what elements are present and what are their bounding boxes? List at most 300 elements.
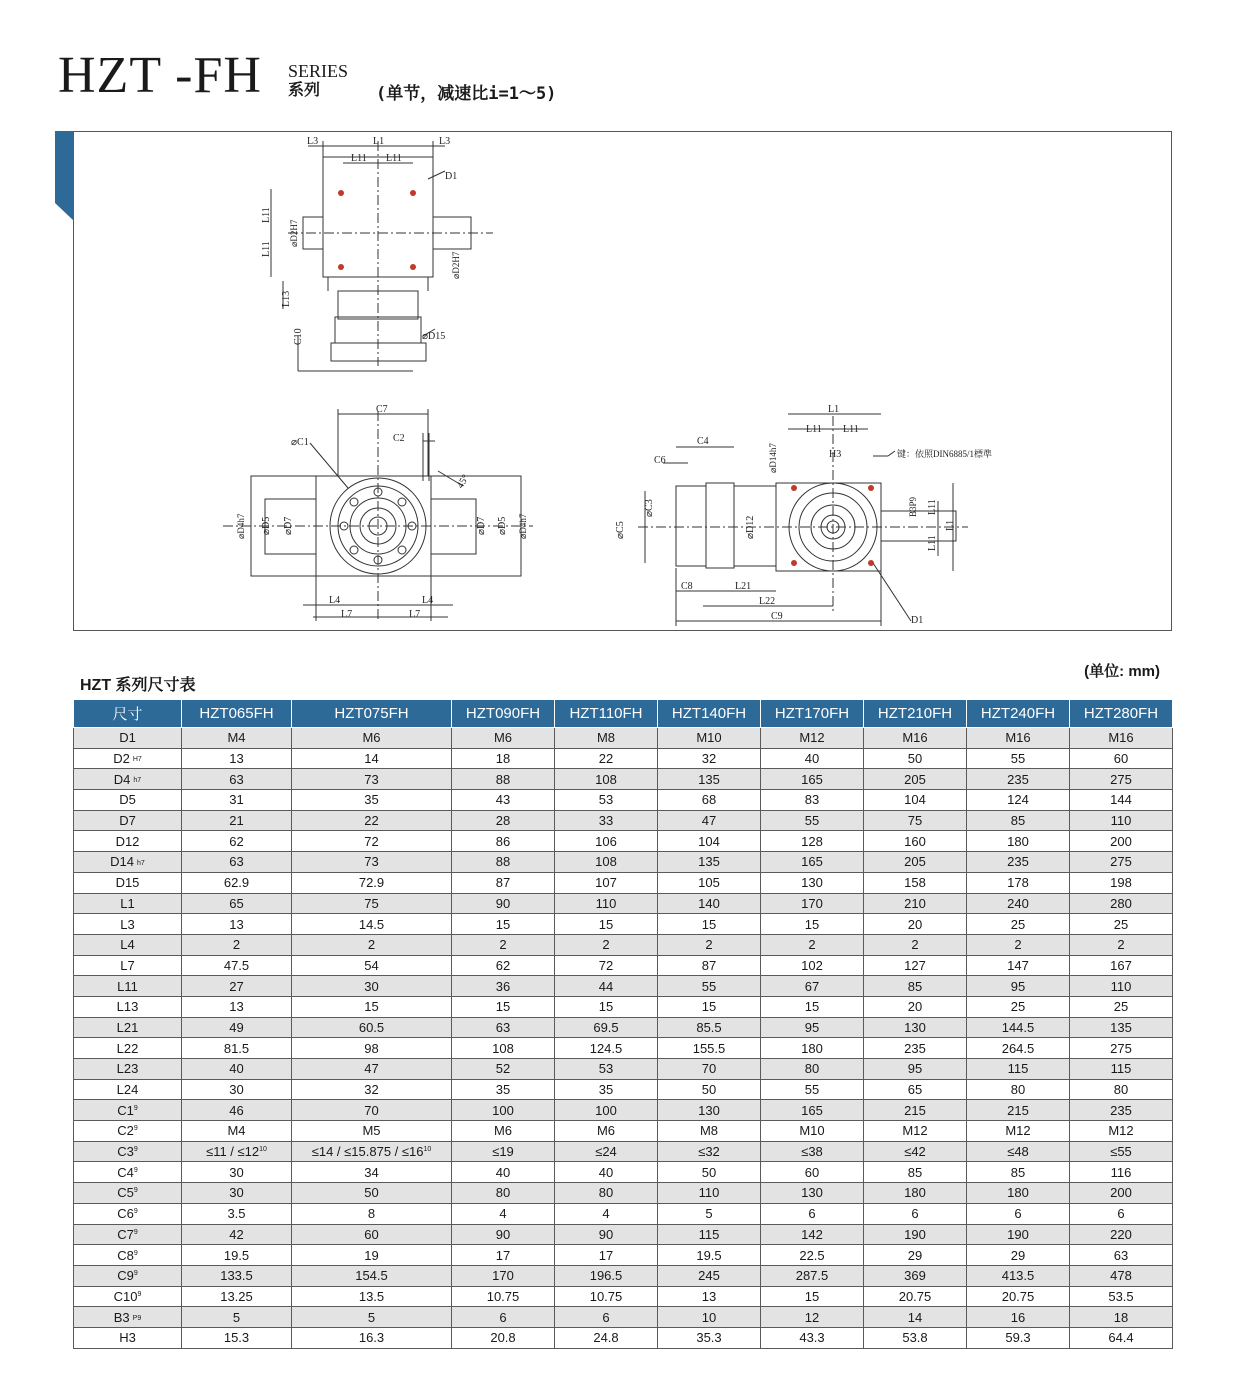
cell-value: 70	[701, 1061, 717, 1077]
row-label-cell	[74, 1203, 182, 1224]
table-cell	[1070, 872, 1173, 893]
table-cell	[452, 872, 555, 893]
cell-value: 264.5	[1001, 1040, 1035, 1056]
table-cell	[761, 1245, 864, 1266]
table-cell	[452, 810, 555, 831]
table-cell	[761, 955, 864, 976]
cell-value: 35	[364, 792, 379, 808]
table-cell	[864, 831, 967, 852]
dim-label: D1	[445, 171, 458, 182]
cell-value: 2	[1117, 937, 1125, 953]
table-cell	[658, 831, 761, 852]
cell-value: 178	[1007, 875, 1029, 891]
table-row	[74, 934, 1173, 955]
cell-value: 50	[907, 751, 923, 767]
table-row	[74, 872, 1173, 893]
cell-value: 6	[499, 1309, 507, 1325]
table-cell	[658, 1203, 761, 1224]
table-cell	[658, 1245, 761, 1266]
table-cell	[555, 1162, 658, 1183]
column-header-model: HZT240FH	[967, 700, 1070, 728]
table-cell	[967, 1203, 1070, 1224]
cell-value: 33	[598, 813, 614, 829]
cell-value: 413.5	[1001, 1268, 1035, 1284]
table-cell	[967, 1017, 1070, 1038]
row-label-cell	[74, 996, 182, 1017]
cell-footnote: 10	[423, 1146, 432, 1154]
table-cell	[761, 1141, 864, 1162]
table-cell	[182, 1286, 292, 1307]
dim-label: L1	[373, 136, 385, 147]
cell-value: 59.3	[1005, 1330, 1031, 1346]
dim-label: ⌀D2H7	[289, 219, 299, 247]
table-cell	[1070, 976, 1173, 997]
cell-value: 30	[364, 978, 379, 994]
cell-value: 140	[698, 895, 720, 911]
cell-value: 20.75	[1001, 1288, 1035, 1304]
cell-value: 158	[904, 875, 926, 891]
dim-label: L11	[927, 499, 938, 515]
cell-value: 2	[232, 937, 241, 953]
table-cell	[658, 790, 761, 811]
table-cell	[182, 852, 292, 873]
table-cell	[967, 872, 1070, 893]
cell-value: 13	[229, 751, 244, 767]
cell-value: 63	[229, 771, 244, 787]
cell-value: 19.5	[696, 1247, 722, 1263]
table-cell	[761, 1265, 864, 1286]
cell-value: 124.5	[589, 1040, 623, 1056]
table-row	[74, 790, 1173, 811]
table-cell	[292, 1327, 452, 1348]
cell-value: ≤24	[595, 1144, 617, 1160]
column-header-model: HZT280FH	[1070, 700, 1173, 728]
table-row	[74, 914, 1173, 935]
dim-label: L11	[386, 153, 402, 164]
cell-value: 53	[598, 792, 614, 808]
cell-value: 24.8	[593, 1330, 619, 1346]
cell-value: 15	[495, 999, 511, 1015]
dim-label: ⌀D14h7	[768, 443, 778, 473]
row-label: D15	[115, 875, 140, 891]
table-cell	[1070, 1327, 1173, 1348]
table-cell	[658, 1141, 761, 1162]
table-cell	[761, 976, 864, 997]
cell-value: ≤14 / ≤15.875 / ≤16	[311, 1144, 424, 1160]
cell-value: 95	[804, 1019, 820, 1035]
table-cell	[761, 1162, 864, 1183]
cell-value: 55	[804, 1082, 820, 1098]
cell-value: 15	[598, 999, 614, 1015]
table-cell	[292, 1162, 452, 1183]
table-row	[74, 1203, 1173, 1224]
cell-value: 5	[705, 1206, 713, 1222]
table-cell	[292, 1121, 452, 1142]
cell-value: 86	[495, 833, 511, 849]
row-label-cell	[74, 976, 182, 997]
table-cell	[658, 1307, 761, 1328]
cell-value: 40	[804, 751, 820, 767]
table-cell	[182, 893, 292, 914]
cell-value: 235	[1007, 854, 1029, 870]
table-cell	[761, 872, 864, 893]
table-cell	[967, 976, 1070, 997]
cell-value: M10	[696, 730, 722, 746]
cell-value: 98	[364, 1040, 379, 1056]
dim-label: 键：依照DIN6885/1標準	[897, 449, 992, 459]
dim-label: L22	[759, 596, 776, 607]
table-cell	[864, 790, 967, 811]
cell-value: 88	[495, 771, 511, 787]
cell-value: M8	[699, 1123, 719, 1139]
table-cell	[761, 728, 864, 749]
table-cell	[292, 810, 452, 831]
row-label: L4	[120, 937, 135, 953]
table-cell	[555, 1265, 658, 1286]
cell-value: 62	[495, 957, 511, 973]
cell-value: 50	[701, 1164, 717, 1180]
table-row	[74, 1265, 1173, 1286]
cell-value: 275	[1110, 854, 1132, 870]
table-cell	[658, 893, 761, 914]
cell-value: 6	[808, 1206, 816, 1222]
cell-value: 133.5	[220, 1268, 253, 1284]
table-cell	[761, 810, 864, 831]
cell-value: 130	[801, 1185, 823, 1201]
cell-value: 13.5	[358, 1288, 385, 1304]
row-label: L13	[116, 999, 139, 1015]
row-label-cell	[74, 955, 182, 976]
table-cell	[967, 1327, 1070, 1348]
cell-value: 95	[907, 1061, 923, 1077]
table-cell	[658, 1038, 761, 1059]
cell-value: 47	[364, 1061, 379, 1077]
table-cell	[967, 914, 1070, 935]
table-cell	[864, 1183, 967, 1204]
table-cell	[658, 996, 761, 1017]
table-cell	[864, 1059, 967, 1080]
row-label: C3	[117, 1144, 134, 1160]
table-cell	[182, 1141, 292, 1162]
cell-value: 135	[1110, 1019, 1132, 1035]
row-label: D2	[113, 751, 130, 767]
row-label: D4	[113, 771, 131, 787]
cell-value: 40	[229, 1061, 244, 1077]
cell-value: 73	[364, 854, 379, 870]
cell-value: 25	[1010, 999, 1026, 1015]
table-row	[74, 831, 1173, 852]
table-row	[74, 852, 1173, 873]
cell-value: 43	[495, 792, 511, 808]
table-cell	[864, 852, 967, 873]
table-row	[74, 1286, 1173, 1307]
cell-value: 200	[1110, 1185, 1132, 1201]
cell-value: 116	[1110, 1164, 1132, 1180]
table-row	[74, 1162, 1173, 1183]
cell-value: M16	[1005, 730, 1031, 746]
unit-note: (单位: mm)	[1084, 663, 1160, 680]
table-cell	[292, 1265, 452, 1286]
cell-value: 130	[698, 1102, 720, 1118]
table-row	[74, 1224, 1173, 1245]
cell-value: 63	[229, 854, 244, 870]
table-cell	[658, 1100, 761, 1121]
cell-value: 19.5	[223, 1247, 250, 1263]
row-label: D5	[119, 792, 136, 808]
cell-value: 2	[367, 937, 376, 953]
table-cell	[292, 852, 452, 873]
cell-value: 205	[904, 771, 926, 787]
cell-value: 6	[1014, 1206, 1022, 1222]
row-label-footnote: 9	[133, 1104, 138, 1112]
cell-value: 170	[801, 895, 823, 911]
table-cell	[967, 1079, 1070, 1100]
table-row	[74, 976, 1173, 997]
table-cell	[452, 1265, 555, 1286]
cell-value: 72.9	[358, 875, 385, 891]
table-cell	[292, 976, 452, 997]
cell-value: 198	[1110, 875, 1132, 891]
cell-value: ≤11 / ≤12	[206, 1144, 260, 1160]
table-title: HZT 系列尺寸表	[80, 677, 196, 694]
cell-value: M16	[1108, 730, 1134, 746]
table-cell	[182, 810, 292, 831]
cell-value: 54	[364, 957, 379, 973]
row-label: B3	[113, 1309, 130, 1325]
table-cell	[658, 1017, 761, 1038]
table-cell	[555, 1121, 658, 1142]
column-header-model: HZT090FH	[452, 700, 555, 728]
dim-label: L21	[735, 581, 752, 592]
table-cell	[1070, 831, 1173, 852]
table-cell	[182, 1079, 292, 1100]
table-cell	[864, 976, 967, 997]
dim-label: ⌀D5	[261, 516, 272, 535]
cell-value: 14.5	[358, 916, 385, 932]
table-cell	[555, 976, 658, 997]
table-cell	[555, 728, 658, 749]
cell-value: 190	[904, 1226, 926, 1242]
table-cell	[182, 955, 292, 976]
table-cell	[967, 1245, 1070, 1266]
cell-value: 15	[598, 916, 614, 932]
row-label: C6	[117, 1206, 134, 1222]
cell-value: 6	[911, 1206, 919, 1222]
cell-value: M4	[227, 730, 246, 746]
cell-value: 165	[801, 771, 823, 787]
row-label: L11	[117, 978, 138, 994]
table-cell	[452, 769, 555, 790]
row-label-cell	[74, 1038, 182, 1059]
table-cell	[452, 1100, 555, 1121]
cell-value: 127	[904, 957, 926, 973]
cell-value: 2	[1014, 937, 1022, 953]
table-cell	[182, 1100, 292, 1121]
row-label-tolerance: H7	[132, 756, 142, 764]
row-label-cell	[74, 1017, 182, 1038]
table-cell	[452, 1245, 555, 1266]
column-header-model: HZT210FH	[864, 700, 967, 728]
cell-value: 235	[1007, 771, 1029, 787]
mounting-holes	[338, 190, 874, 566]
cell-value: M12	[1005, 1123, 1031, 1139]
table-cell	[1070, 1121, 1173, 1142]
cell-value: 29	[1010, 1247, 1026, 1263]
cell-value: 10.75	[589, 1288, 623, 1304]
table-cell	[761, 1100, 864, 1121]
cell-value: 102	[801, 957, 823, 973]
cell-value: 15	[364, 999, 379, 1015]
table-cell	[658, 1265, 761, 1286]
row-label-footnote: 9	[137, 1290, 142, 1298]
table-cell	[967, 769, 1070, 790]
dim-label: ⌀C5	[615, 521, 626, 539]
table-cell	[452, 748, 555, 769]
dim-label: ⌀D2H7	[451, 251, 461, 279]
cell-value: 13	[229, 999, 244, 1015]
cell-value: 55	[804, 813, 820, 829]
table-cell	[452, 955, 555, 976]
cell-value: 16	[1010, 1309, 1026, 1325]
table-row	[74, 955, 1173, 976]
cell-value: 8	[367, 1206, 376, 1222]
table-cell	[452, 1121, 555, 1142]
cell-value: 72	[598, 957, 614, 973]
table-cell	[864, 769, 967, 790]
table-cell	[761, 934, 864, 955]
table-cell	[658, 748, 761, 769]
table-cell	[658, 934, 761, 955]
table-cell	[1070, 1265, 1173, 1286]
table-cell	[761, 1327, 864, 1348]
cell-value: 15	[495, 916, 511, 932]
table-cell	[761, 790, 864, 811]
dim-label: ⌀C1	[291, 437, 309, 448]
row-label-cell	[74, 769, 182, 790]
cell-value: 80	[598, 1185, 614, 1201]
table-cell	[1070, 1224, 1173, 1245]
cell-value: 2	[499, 937, 507, 953]
cell-value: 88	[495, 854, 511, 870]
table-cell	[761, 996, 864, 1017]
table-cell	[452, 1183, 555, 1204]
table-cell	[761, 893, 864, 914]
table-cell	[967, 1100, 1070, 1121]
table-cell	[292, 831, 452, 852]
table-cell	[864, 1017, 967, 1038]
cell-value: 19	[364, 1247, 379, 1263]
cell-value: 106	[595, 833, 617, 849]
table-cell	[1070, 810, 1173, 831]
cell-value: 22	[364, 813, 379, 829]
table-cell	[1070, 790, 1173, 811]
row-label-cell	[74, 1286, 182, 1307]
table-cell	[292, 1183, 452, 1204]
cell-value: M6	[493, 1123, 513, 1139]
row-label: L3	[120, 916, 135, 932]
dim-label: C4	[697, 436, 709, 447]
table-header-row	[74, 700, 1173, 728]
row-label-cell	[74, 1245, 182, 1266]
table-cell	[967, 955, 1070, 976]
table-cell	[967, 1162, 1070, 1183]
cell-value: 21	[229, 813, 244, 829]
table-cell	[182, 1307, 292, 1328]
table-cell	[761, 1121, 864, 1142]
table-cell	[182, 1162, 292, 1183]
cell-value: 130	[904, 1019, 926, 1035]
cell-value: 47.5	[223, 957, 250, 973]
cell-value: 65	[229, 895, 244, 911]
table-cell	[967, 934, 1070, 955]
dim-label: L7	[409, 609, 421, 620]
row-label-cell	[74, 1224, 182, 1245]
cell-value: 68	[701, 792, 717, 808]
dim-label: L4	[329, 595, 341, 606]
cell-value: 53	[598, 1061, 614, 1077]
cell-value: 15.3	[223, 1330, 250, 1346]
cell-value: 15	[804, 916, 820, 932]
table-cell	[555, 955, 658, 976]
table-cell	[864, 1141, 967, 1162]
table-cell	[658, 769, 761, 790]
table-cell	[967, 728, 1070, 749]
row-label-footnote: 9	[133, 1125, 138, 1133]
cell-value: 215	[904, 1102, 926, 1118]
cell-value: 180	[904, 1185, 926, 1201]
row-label: L1	[120, 895, 135, 911]
cell-value: 135	[698, 854, 720, 870]
cell-value: 60	[804, 1164, 820, 1180]
cell-value: 62	[229, 833, 244, 849]
table-cell	[1070, 1100, 1173, 1121]
table-cell	[864, 748, 967, 769]
dim-label: L3	[439, 136, 451, 147]
cell-value: 15	[804, 1288, 820, 1304]
table-row	[74, 893, 1173, 914]
cell-value: 32	[364, 1082, 379, 1098]
cell-value: 15	[804, 999, 820, 1015]
table-cell	[658, 1286, 761, 1307]
table-cell	[555, 893, 658, 914]
series-label-cn: 系列	[288, 80, 321, 99]
dim-label: L11	[927, 535, 938, 551]
cell-value: 210	[904, 895, 926, 911]
cell-value: 75	[907, 813, 923, 829]
table-cell	[658, 1327, 761, 1348]
table-cell	[292, 1100, 452, 1121]
table-row	[74, 1141, 1173, 1162]
row-label: C7	[117, 1226, 134, 1242]
table-cell	[967, 1265, 1070, 1286]
cell-value: 147	[1007, 957, 1029, 973]
table-cell	[967, 1059, 1070, 1080]
cell-value: 14	[907, 1309, 923, 1325]
table-cell	[182, 1121, 292, 1142]
table-cell	[555, 934, 658, 955]
table-cell	[555, 996, 658, 1017]
table-cell	[967, 852, 1070, 873]
table-cell	[658, 1162, 761, 1183]
cell-value: ≤55	[1110, 1144, 1132, 1160]
table-cell	[182, 728, 292, 749]
table-cell	[182, 1038, 292, 1059]
table-cell	[555, 1245, 658, 1266]
row-label-footnote: 9	[133, 1166, 138, 1174]
cell-value: 2	[705, 937, 713, 953]
cell-value: 5	[232, 1309, 241, 1325]
row-label: C5	[117, 1185, 134, 1201]
